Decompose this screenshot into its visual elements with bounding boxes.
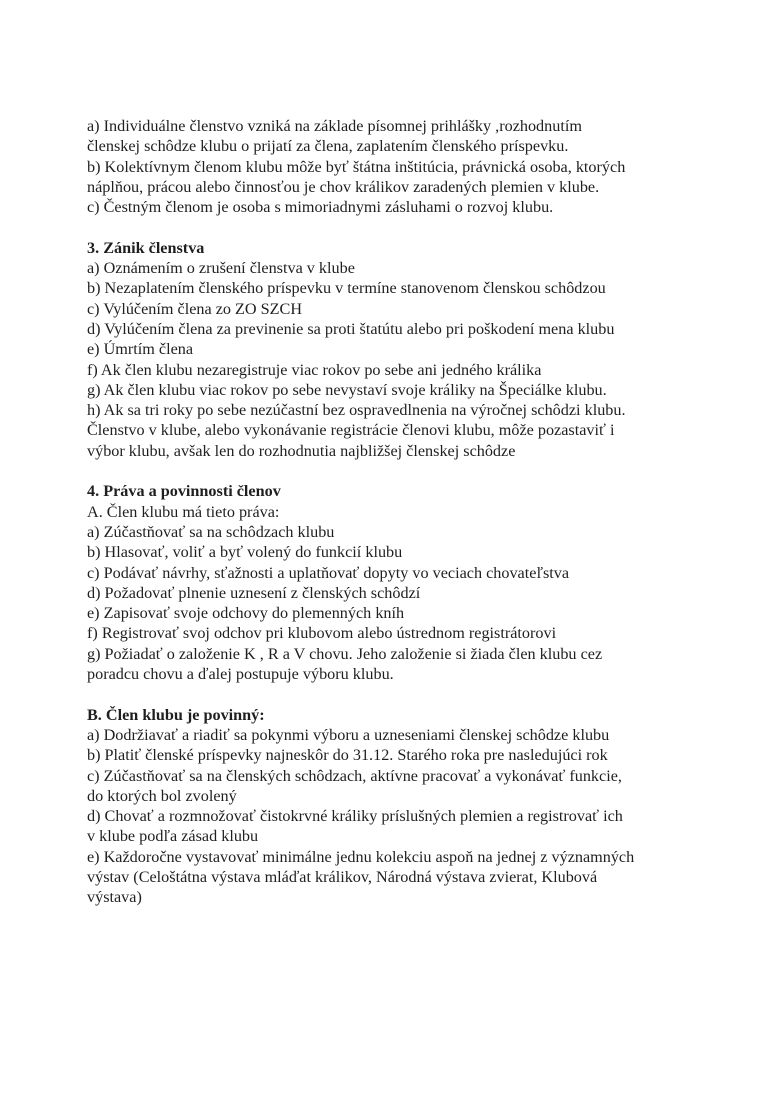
text-line: Členstvo v klube, alebo vykonávanie registrácie členovi klubu, môže pozastaviť i xyxy=(87,421,615,440)
text-line: d) Vylúčením člena za previnenie sa proti štatútu alebo pri poškodení mena klubu xyxy=(87,319,615,338)
text-line: b) Hlasovať, voliť a byť volený do funkcií klubu xyxy=(87,543,403,562)
text-line: výstav (Celoštátna výstava mláďat králikov, Národná výstava zvierat, Klubová xyxy=(87,867,598,886)
text-line: c) Vylúčením člena zo ZO SZCH xyxy=(87,299,303,318)
text-line: v klube podľa zásad klubu xyxy=(87,827,259,846)
text-line: e) Zapisovať svoje odchovy do plemenných kníh xyxy=(87,604,405,623)
text-line: h) Ak sa tri roky po sebe nezúčastní bez ospravedlnenia na výročnej schôdzi klubu. xyxy=(87,401,626,420)
text-line: a) Dodržiavať a riadiť sa pokynmi výboru a uzneseniami členskej schôdze klubu xyxy=(87,725,610,744)
text-line: d) Požadovať plnenie uznesení z členských schôdzí xyxy=(87,583,421,602)
paragraph-gap xyxy=(87,217,767,237)
text-line: c) Čestným členom je osoba s mimoriadnymi zásluhami o rozvoj klubu. xyxy=(87,198,554,217)
text-line: náplňou, prácou alebo činnosťou je chov králikov zaradených plemien v klube. xyxy=(87,177,600,196)
text-line: f) Registrovať svoj odchov pri klubovom alebo ústrednom registrátorovi xyxy=(87,624,557,643)
membership-types-block xyxy=(87,116,767,217)
text-line: e) Každoročne vystavovať minimálne jednu kolekciu aspoň na jednej z významných xyxy=(87,847,635,866)
text-line: g) Požiadať o založenie K , R a V chovu. Jeho založenie si žiada člen klubu cez xyxy=(87,644,603,663)
text-line: c) Zúčastňovať sa na členských schôdzach, aktívne pracovať a vykonávať funkcie, xyxy=(87,766,622,785)
paragraph-gap xyxy=(87,684,767,704)
text-line: do ktorých bol zvolený xyxy=(87,786,237,805)
text-line: poradcu chovu a ďalej postupuje výboru klubu. xyxy=(87,665,394,684)
document-page xyxy=(87,116,767,908)
section-heading: 3. Zánik členstva xyxy=(87,238,205,257)
text-line: členskej schôdze klubu o prijatí za člena, zaplatením členského príspevku. xyxy=(87,137,569,156)
text-line: g) Ak člen klubu viac rokov po sebe nevystaví svoje králiky na Špeciálke klubu. xyxy=(87,380,607,399)
text-line: a) Individuálne členstvo vzniká na základe písomnej prihlášky ,rozhodnutím xyxy=(87,117,582,135)
section-member-duties xyxy=(87,705,767,908)
section-heading: 4. Práva a povinnosti členov xyxy=(87,482,281,501)
text-line: výbor klubu, avšak len do rozhodnutia najbližšej členskej schôdze xyxy=(87,441,516,460)
text-line: c) Podávať návrhy, sťažnosti a uplatňovať dopyty vo veciach chovateľstva xyxy=(87,563,570,582)
text-line: b) Kolektívnym členom klubu môže byť štátna inštitúcia, právnická osoba, ktorých xyxy=(87,157,626,176)
text-line: a) Zúčastňovať sa na schôdzach klubu xyxy=(87,522,335,541)
text-line: výstava) xyxy=(87,888,142,907)
text-line: e) Úmrtím člena xyxy=(87,340,194,359)
text-line: d) Chovať a rozmnožovať čistokrvné králiky príslušných plemien a registrovať ich xyxy=(87,807,623,826)
text-line: b) Platiť členské príspevky najneskôr do 31.12. Starého roka pre nasledujúci rok xyxy=(87,746,608,765)
section-member-rights xyxy=(87,481,767,684)
paragraph-gap xyxy=(87,461,767,481)
text-line: A. Člen klubu má tieto práva: xyxy=(87,502,280,521)
section-heading: B. Člen klubu je povinný: xyxy=(87,705,265,724)
text-line: a) Oznámením o zrušení členstva v klube xyxy=(87,259,355,278)
text-line: b) Nezaplatením členského príspevku v termíne stanovenom členskou schôdzou xyxy=(87,279,606,298)
section-membership-termination xyxy=(87,238,767,461)
text-line: f) Ak člen klubu nezaregistruje viac rokov po sebe ani jedného králika xyxy=(87,360,542,379)
